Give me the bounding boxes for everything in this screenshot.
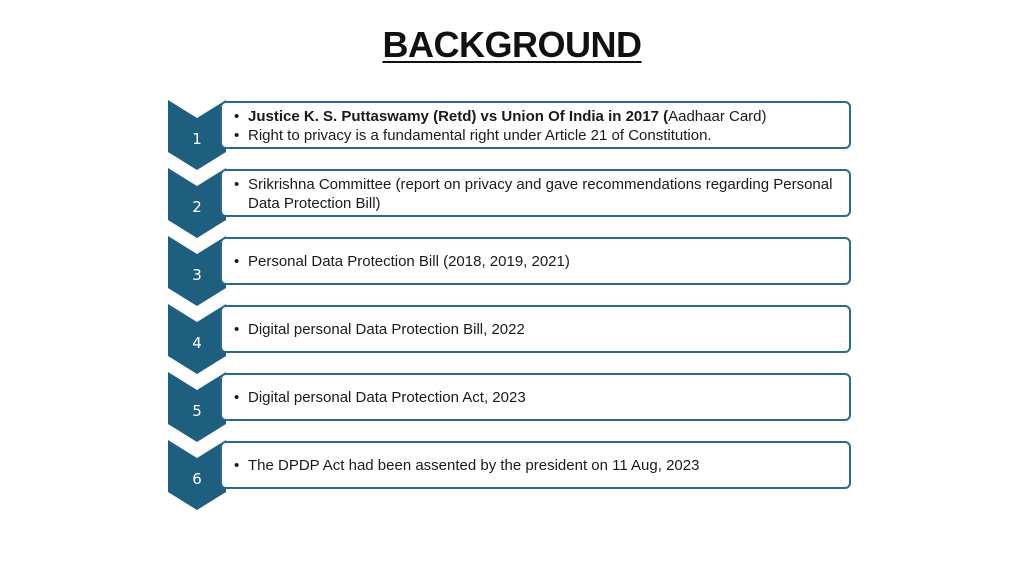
step-number: 5 bbox=[192, 402, 202, 420]
step-number: 4 bbox=[192, 334, 202, 352]
step-4 bbox=[168, 304, 856, 372]
step-box bbox=[220, 441, 851, 489]
bullet-item bbox=[232, 320, 837, 339]
bullet-text: The DPDP Act had been assented by the president on 11 Aug, 2023 bbox=[248, 457, 700, 474]
step-2 bbox=[168, 168, 856, 236]
bullet-bold-text: Justice K. S. Puttaswamy (Retd) vs Union Of India in 2017 ( bbox=[248, 108, 669, 125]
bullet-text: Right to privacy is a fundamental right under Article 21 of Constitution. bbox=[248, 127, 712, 144]
bullet-text: Digital personal Data Protection Act, 2023 bbox=[248, 389, 526, 406]
bullet-item bbox=[232, 126, 837, 145]
step-5 bbox=[168, 372, 856, 440]
step-number: 1 bbox=[192, 130, 202, 148]
bullet-item bbox=[232, 388, 837, 407]
bullet-text: Aadhaar Card) bbox=[668, 108, 767, 125]
step-box bbox=[220, 305, 851, 353]
step-3 bbox=[168, 236, 856, 304]
bullet-text: Srikrishna Committee (report on privacy and gave recommendations regarding Personal Data Protection Bill) bbox=[248, 176, 833, 212]
bullet-item bbox=[232, 456, 837, 475]
step-box bbox=[220, 373, 851, 421]
step-6 bbox=[168, 440, 856, 508]
slide-title-wrap bbox=[0, 24, 1024, 66]
step-box bbox=[220, 237, 851, 285]
bullet-item bbox=[232, 107, 837, 126]
step-number: 2 bbox=[192, 198, 202, 216]
bullet-text: Personal Data Protection Bill (2018, 2019, 2021) bbox=[248, 253, 570, 270]
step-box bbox=[220, 169, 851, 217]
slide-title: BACKGROUND bbox=[382, 24, 642, 65]
step-box bbox=[220, 101, 851, 149]
step-1 bbox=[168, 100, 856, 168]
bullet-text: Digital personal Data Protection Bill, 2022 bbox=[248, 321, 525, 338]
bullet-item bbox=[232, 252, 837, 271]
step-number: 6 bbox=[192, 470, 202, 488]
step-number: 3 bbox=[192, 266, 202, 284]
bullet-item bbox=[232, 175, 837, 213]
